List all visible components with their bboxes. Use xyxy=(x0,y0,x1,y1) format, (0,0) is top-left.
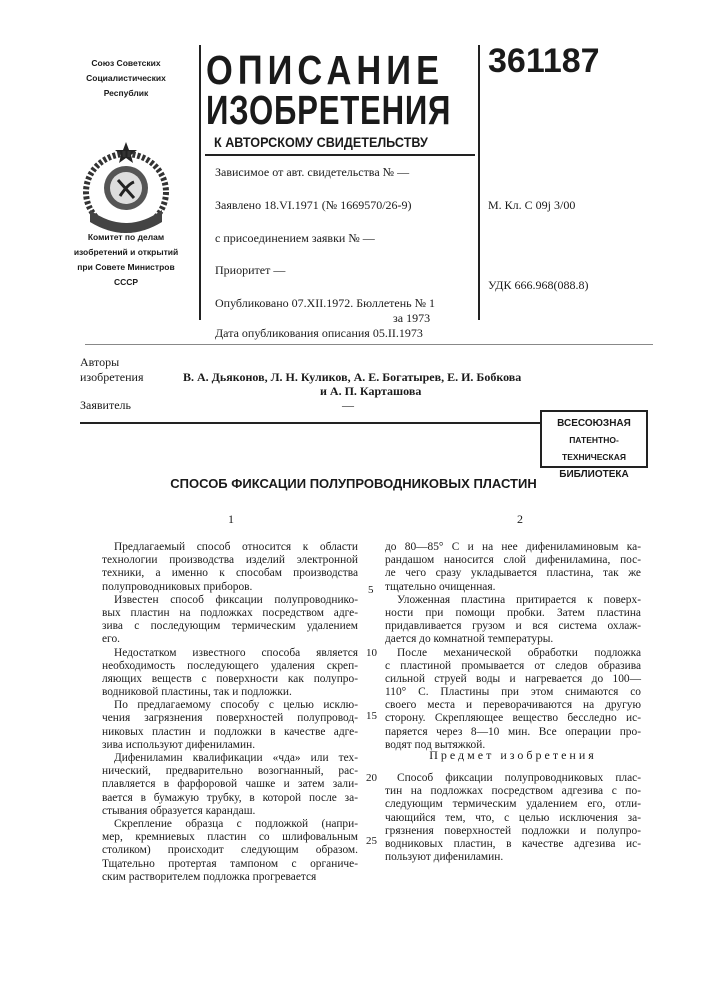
claims-heading: Предмет изобретения xyxy=(385,748,641,763)
title-izobreteniya: ИЗОБРЕТЕНИЯ xyxy=(206,90,451,131)
text-line: никовых пластин и подложки в качестве адге- xyxy=(102,726,358,739)
country-name: Союз Советских Социалистических Республик xyxy=(70,56,182,101)
text-line: Способ фиксации полупроводниковых плас- xyxy=(385,772,641,785)
text-line: технологии производства изделий электронной xyxy=(102,554,358,567)
text-line: зива используют дифениламин. xyxy=(102,739,358,752)
text-line: водниковых пластин, в качестве адгезива ис- xyxy=(385,838,641,851)
text-line: тин на подложках посредством адгезива с по- xyxy=(385,785,641,798)
text-line: сторону. Скрепляющее вещество бесследно ис- xyxy=(385,712,641,725)
text-line: тщательно очищенная. xyxy=(385,581,641,594)
text-line: рандашом наносится слой дифениламина, пос- xyxy=(385,554,641,567)
text-line: Предлагаемый способ относится к области xyxy=(102,541,358,554)
patent-page xyxy=(0,0,707,1000)
patent-number: 361187 xyxy=(488,42,600,81)
line-number: 5 xyxy=(368,584,374,596)
claims-text xyxy=(385,772,641,864)
library-stamp xyxy=(540,410,648,468)
filed-field: Заявлено 18.VI.1971 (№ 1669570/26-9) xyxy=(215,198,412,213)
header-rule xyxy=(85,344,653,345)
text-line: стывания образуется карандаш. xyxy=(102,805,358,818)
text-line: вается в бумажую трубку, в которой после за- xyxy=(102,792,358,805)
committee-name: Комитет по делам изобретений и открытий при Совете Министров СССР xyxy=(70,230,182,290)
authors-label-line1: Авторы xyxy=(80,355,143,370)
text-line: грязнения поверхностей подложки и полупро- xyxy=(385,825,641,838)
text-line: ским растворителем подложка прогревается xyxy=(102,871,358,884)
text-line: водят под вытяжкой. xyxy=(385,739,641,752)
text-line: необходимость последующего удаления скреп- xyxy=(102,660,358,673)
stamp-line: ВСЕСОЮЗНАЯ xyxy=(542,415,646,432)
column-number-1: 1 xyxy=(228,512,234,527)
text-line: придавливается грузом и вся система охлаж- xyxy=(385,620,641,633)
text-line: Известен способ фиксации полупроводнико- xyxy=(102,594,358,607)
text-line: После механической обработки подложка xyxy=(385,647,641,660)
divider-right xyxy=(478,45,480,320)
text-line: паряется через 8—10 мин. Все операции про- xyxy=(385,726,641,739)
published-field: Опубликовано 07.XII.1972. Бюллетень № 1 xyxy=(215,296,435,311)
text-line: вых пластин на подложках посредством адге- xyxy=(102,607,358,620)
bulletin-year: за 1973 xyxy=(393,311,430,326)
text-line: ляющих веществ с поверхности как полупро- xyxy=(102,673,358,686)
text-line: чающийся тем, что, с целью исключения за- xyxy=(385,812,641,825)
column-number-2: 2 xyxy=(517,512,523,527)
dependent-field: Зависимое от авт. свидетельства № — xyxy=(215,165,409,180)
joined-field: с присоединением заявки № — xyxy=(215,231,375,246)
classification: М. Кл. С 09j 3/00 xyxy=(488,198,575,213)
authors-names-line1: В. А. Дьяконов, Л. Н. Куликов, А. Е. Богатырев, Е. И. Бобкова xyxy=(183,370,521,385)
text-line: Дифениламин квалификации «чда» или тех- xyxy=(102,752,358,765)
text-line: ле чего сразу укладывается пластина, так же xyxy=(385,567,641,580)
description-date: Дата опубликования описания 05.II.1973 xyxy=(215,326,423,341)
text-line: до 80—85° С и на нее дифениламиновым ка- xyxy=(385,541,641,554)
line-number: 20 xyxy=(366,772,377,784)
text-line: Тщательно протертая тампоном с органиче- xyxy=(102,858,358,871)
text-line: Скрепление образца с подложкой (напри- xyxy=(102,818,358,831)
authors-names-line2: и А. П. Карташова xyxy=(320,384,421,399)
text-column-1 xyxy=(102,541,358,884)
text-line: полупроводниковых приборов. xyxy=(102,581,358,594)
text-line: По предлагаемому способу с целью исклю- xyxy=(102,699,358,712)
text-line: своего места и переворачиваются на другую xyxy=(385,699,641,712)
divider-left xyxy=(199,45,201,320)
subtitle-underline xyxy=(205,154,475,156)
applicant-label: Заявитель xyxy=(80,398,131,413)
invention-title: СПОСОБ ФИКСАЦИИ ПОЛУПРОВОДНИКОВЫХ ПЛАСТИН xyxy=(0,476,707,491)
text-line: чения загрязнения поверхностей полупровод- xyxy=(102,712,358,725)
text-line: следующим термическим удалением его, отли- xyxy=(385,798,641,811)
stamp-line: БИБЛИОТЕКА xyxy=(542,466,646,483)
subtitle: К АВТОРСКОМУ СВИДЕТЕЛЬСТВУ xyxy=(214,134,428,150)
text-line: плавляется в фарфоровой чашке и затем зали- xyxy=(102,778,358,791)
udc: УДК 666.968(088.8) xyxy=(488,278,588,293)
stamp-line: ПАТЕНТНО-ТЕХНИЧЕСКАЯ xyxy=(542,432,646,466)
text-line: столиком) происходит следующим образом. xyxy=(102,844,358,857)
text-line: пользуют дифениламин. xyxy=(385,851,641,864)
authors-label-line2: изобретения xyxy=(80,370,143,385)
text-column-2 xyxy=(385,541,641,752)
authors-label xyxy=(80,355,143,385)
title-opisanie: ОПИСАНИЕ xyxy=(206,50,444,91)
priority-field: Приоритет — xyxy=(215,263,285,278)
text-line: техники, а именно к способам производства xyxy=(102,567,358,580)
text-line: Недостатком известного способа является xyxy=(102,647,358,660)
line-number: 10 xyxy=(366,647,377,659)
text-line: ности при помощи пробки. Затем пластина xyxy=(385,607,641,620)
line-number: 25 xyxy=(366,835,377,847)
text-line: его. xyxy=(102,633,358,646)
line-number: 15 xyxy=(366,710,377,722)
text-line: 110° С. Пластины при этом снимаются со xyxy=(385,686,641,699)
text-line: с пластиной промывается от следов образива xyxy=(385,660,641,673)
text-line: водниковой пластины, так и подложки. xyxy=(102,686,358,699)
text-line: дается до комнатной температуры. xyxy=(385,633,641,646)
text-line: Уложенная пластина притирается к поверх- xyxy=(385,594,641,607)
authors-rule xyxy=(80,422,540,424)
text-line: мер, кремниевых пластин со шлифовальным xyxy=(102,831,358,844)
applicant-value: — xyxy=(342,398,354,413)
text-line: зива с последующим термическим удалением xyxy=(102,620,358,633)
text-line: нический, предварительно возогнанный, рас- xyxy=(102,765,358,778)
text-line: сильной струей воды и нагревается до 100— xyxy=(385,673,641,686)
